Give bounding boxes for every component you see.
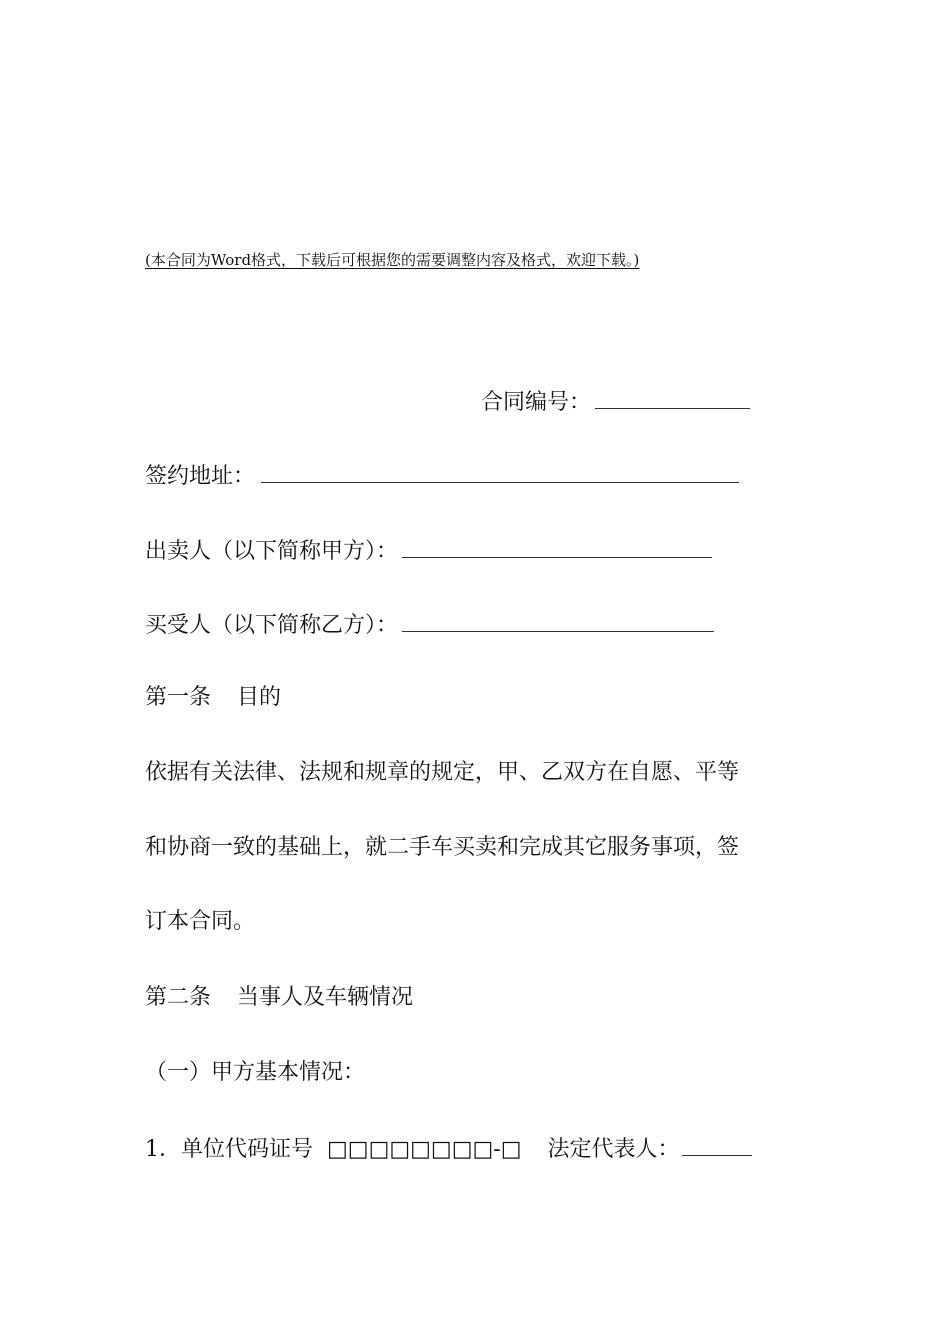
article-1-text-line: 和协商一致的基础上，就二手车买卖和完成其它服务事项，签 [145, 835, 740, 860]
contract-number-line [481, 386, 750, 418]
article-1-text-line: 依据有关法律、法规和规章的规定，甲、乙双方在自愿、平等 [145, 760, 740, 785]
buyer-line [145, 609, 714, 641]
legal-rep-label: 法定代表人： [547, 1137, 680, 1162]
seller-label: 出卖人（以下简称甲方）： [145, 539, 399, 564]
article-1-number: 第一条 [145, 685, 212, 710]
seller-line [145, 535, 712, 567]
legal-rep-blank [682, 1133, 752, 1156]
contract-number-blank [595, 386, 750, 409]
sign-place-line [145, 460, 739, 492]
article-2-title: 当事人及车辆情况 [237, 985, 414, 1010]
unit-code-line [145, 1133, 752, 1165]
section-1-heading: （一）甲方基本情况： [145, 1060, 366, 1085]
article-1-title: 目的 [237, 685, 282, 710]
format-notice: (本合同为Word格式，下载后可根据您的需要调整内容及格式，欢迎下载。) [145, 251, 640, 269]
article-1-heading [145, 683, 281, 713]
article-1-text-line: 订本合同。 [145, 909, 256, 934]
unit-code-label: 1．单位代码证号 [145, 1137, 313, 1162]
article-2-heading [145, 983, 413, 1013]
seller-blank [402, 535, 712, 558]
buyer-blank [402, 609, 714, 632]
article-2-number: 第二条 [145, 985, 212, 1010]
sign-place-blank [261, 460, 739, 483]
contract-number-label: 合同编号： [481, 390, 592, 415]
sign-place-label: 签约地址： [145, 464, 256, 489]
unit-code-boxes: □□□□□□□□-□ [327, 1137, 522, 1162]
buyer-label: 买受人（以下简称乙方）： [145, 613, 399, 638]
